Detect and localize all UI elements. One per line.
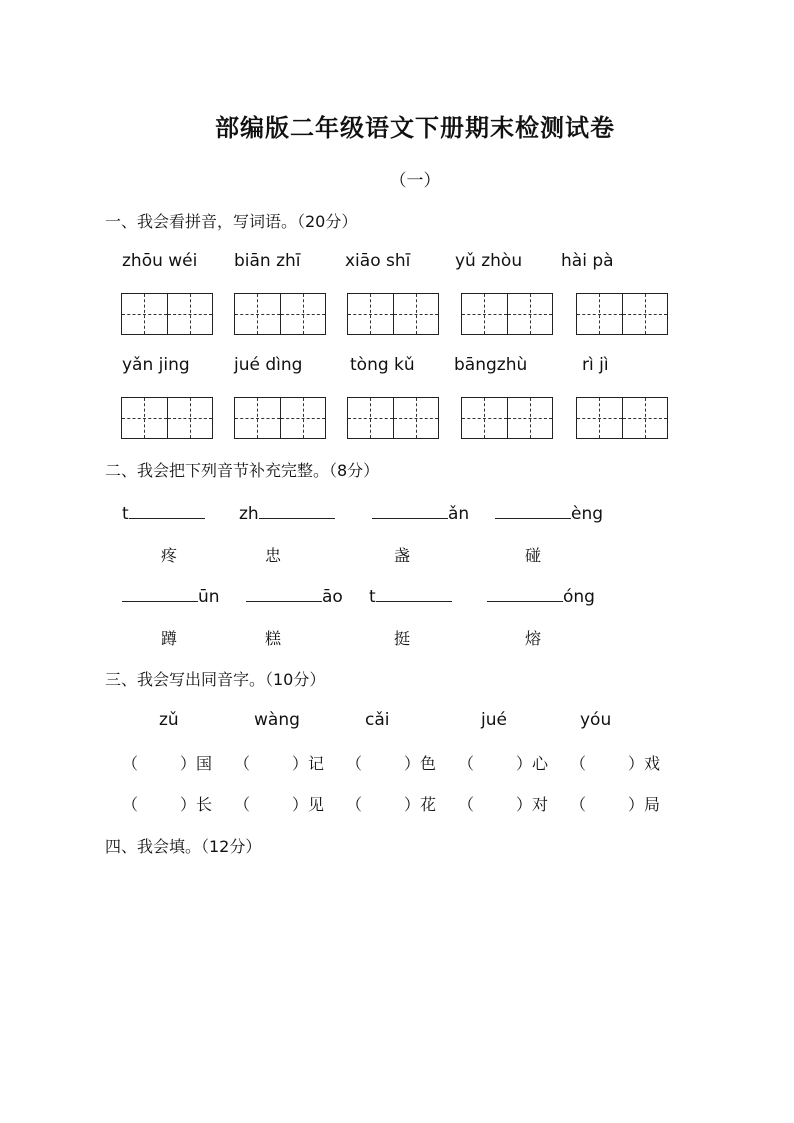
- open-paren: （: [346, 754, 363, 773]
- open-paren: （: [346, 795, 363, 814]
- open-paren: （: [234, 754, 251, 773]
- section-4-heading: 四、我会填。（12分）: [105, 837, 262, 856]
- writing-grid[interactable]: [234, 397, 326, 439]
- word-character: 局: [644, 795, 661, 814]
- writing-grid[interactable]: [461, 293, 553, 335]
- syllable-prefix: zh: [239, 504, 259, 524]
- syllable-prefix: t: [122, 504, 129, 524]
- open-paren: （: [458, 754, 475, 773]
- pinyin-label: wàng: [254, 710, 300, 730]
- hint-character: 疼: [161, 546, 178, 565]
- syllable-blank[interactable]: [239, 502, 335, 524]
- writing-grid[interactable]: [461, 397, 553, 439]
- word-character: 见: [308, 795, 325, 814]
- hint-character: 碰: [525, 546, 542, 565]
- syllable-blank[interactable]: [372, 502, 469, 524]
- pinyin-label: xiāo shī: [345, 251, 411, 271]
- pinyin-label: zhōu wéi: [122, 251, 198, 271]
- homophone-blank[interactable]: [122, 751, 212, 774]
- word-character: 戏: [644, 754, 661, 773]
- pinyin-label: rì jì: [582, 355, 609, 375]
- section-2-heading: 二、我会把下列音节补充完整。（8分）: [105, 461, 380, 480]
- homophone-blank[interactable]: [346, 751, 436, 774]
- writing-grid[interactable]: [576, 293, 668, 335]
- homophone-blank[interactable]: [570, 792, 660, 815]
- open-paren: （: [122, 795, 139, 814]
- close-paren: ）: [516, 754, 533, 773]
- syllable-suffix: ūn: [198, 587, 220, 607]
- writing-grid[interactable]: [121, 293, 213, 335]
- homophone-blank[interactable]: [346, 792, 436, 815]
- pinyin-label: cǎi: [365, 710, 390, 730]
- close-paren: ）: [404, 795, 421, 814]
- open-paren: （: [570, 795, 587, 814]
- close-paren: ）: [180, 795, 197, 814]
- pinyin-label: zǔ: [159, 710, 179, 730]
- page-title: 部编版二年级语文下册期末检测试卷: [215, 114, 615, 142]
- homophone-blank[interactable]: [122, 792, 212, 815]
- close-paren: ）: [628, 795, 645, 814]
- close-paren: ）: [292, 795, 309, 814]
- hint-character: 忠: [265, 546, 282, 565]
- homophone-blank[interactable]: [458, 751, 548, 774]
- pinyin-label: jué dìng: [234, 355, 303, 375]
- open-paren: （: [234, 795, 251, 814]
- open-paren: （: [458, 795, 475, 814]
- hint-character: 蹲: [161, 629, 178, 648]
- word-character: 国: [196, 754, 213, 773]
- homophone-blank[interactable]: [234, 751, 324, 774]
- close-paren: ）: [516, 795, 533, 814]
- close-paren: ）: [628, 754, 645, 773]
- word-character: 色: [420, 754, 437, 773]
- section-3-heading: 三、我会写出同音字。（10分）: [105, 670, 326, 689]
- syllable-suffix: ǎn: [448, 504, 470, 524]
- word-character: 心: [532, 754, 549, 773]
- close-paren: ）: [404, 754, 421, 773]
- syllable-blank[interactable]: [122, 585, 220, 607]
- writing-grid[interactable]: [347, 293, 439, 335]
- hint-character: 熔: [525, 629, 542, 648]
- homophone-blank[interactable]: [570, 751, 660, 774]
- syllable-blank[interactable]: [495, 502, 603, 524]
- open-paren: （: [122, 754, 139, 773]
- page-subtitle: （一）: [389, 171, 441, 191]
- writing-grid[interactable]: [347, 397, 439, 439]
- syllable-blank[interactable]: [122, 502, 205, 524]
- writing-grid[interactable]: [576, 397, 668, 439]
- word-character: 花: [420, 795, 437, 814]
- syllable-suffix: óng: [563, 587, 595, 607]
- hint-character: 挺: [394, 629, 411, 648]
- syllable-suffix: āo: [322, 587, 343, 607]
- pinyin-label: yǎn jing: [122, 355, 190, 375]
- word-character: 记: [308, 754, 325, 773]
- section-1-heading: 一、我会看拼音，写词语。（20分）: [105, 212, 358, 231]
- close-paren: ）: [180, 754, 197, 773]
- syllable-blank[interactable]: [246, 585, 343, 607]
- pinyin-label: biān zhī: [234, 251, 301, 271]
- pinyin-label: tòng kǔ: [350, 355, 415, 375]
- hint-character: 糕: [265, 629, 282, 648]
- pinyin-label: yóu: [580, 710, 612, 730]
- close-paren: ）: [292, 754, 309, 773]
- pinyin-label: bāngzhù: [454, 355, 528, 375]
- open-paren: （: [570, 754, 587, 773]
- hint-character: 盏: [394, 546, 411, 565]
- homophone-blank[interactable]: [234, 792, 324, 815]
- syllable-prefix: t: [369, 587, 376, 607]
- pinyin-label: hài pà: [561, 251, 614, 271]
- writing-grid[interactable]: [121, 397, 213, 439]
- word-character: 长: [196, 795, 213, 814]
- syllable-suffix: èng: [571, 504, 604, 524]
- word-character: 对: [532, 795, 549, 814]
- pinyin-label: yǔ zhòu: [455, 251, 523, 271]
- syllable-blank[interactable]: [369, 585, 452, 607]
- pinyin-label: jué: [481, 710, 507, 730]
- syllable-blank[interactable]: [487, 585, 595, 607]
- homophone-blank[interactable]: [458, 792, 548, 815]
- writing-grid[interactable]: [234, 293, 326, 335]
